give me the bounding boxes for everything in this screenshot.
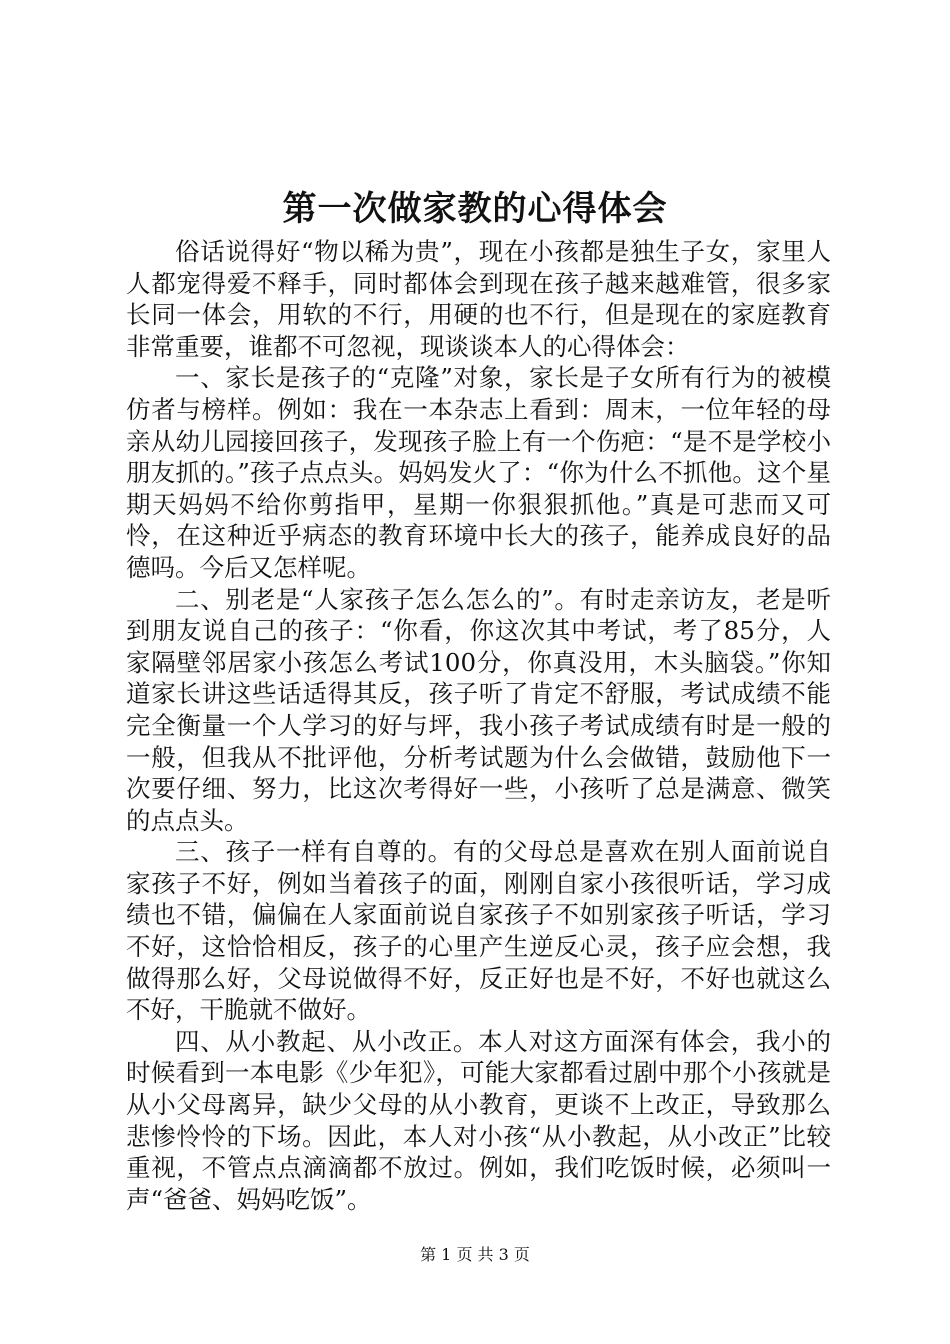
- paragraph-point-2: 二、别老是“人家孩子怎么怎么的”。有时走亲访友，老是听到朋友说自己的孩子：“你看，你这次其中考试，考了85分，人家隔壁邻居家小孩怎么考试100分，你真没用，木头脑袋。”你知道家长讲这些话适得其反，孩子听了肯定不舒服，考试成绩不能完全衡量一个人学习的好与坪，我小孩子考试成绩有时是一般的一般，但我从不批评他，分析考试题为什么会做错，鼓励他下一次要仔细、努力，比这次考得好一些，小孩听了总是满意、微笑的点点头。: [126, 584, 831, 835]
- paragraph-intro: 俗话说得好“物以稀为贵”，现在小孩都是独生子女，家里人人都宠得爱不释手，同时都体会到现在孩子越来越难管，很多家长同一体会，用软的不行，用硬的也不行，但是现在的家庭教育非常重要，谁都不可忽视，现谈谈本人的心得体会：: [126, 237, 831, 361]
- paragraph-point-4: 四、从小教起、从小改正。本人对这方面深有体会，我小的时候看到一本电影《少年犯》，可能大家都看过剧中那个小孩就是从小父母离异，缺少父母的从小教育，更谈不上改正，导致那么悲惨怜怜的下场。因此，本人对小孩“从小教起，从小改正”比较重视，不管点点滴滴都不放过。例如，我们吃饭时候，必须叫一声“爸爸、妈妈吃饭”。: [126, 1026, 831, 1214]
- paragraph-point-1: 一、家长是孩子的“克隆”对象，家长是子女所有行为的被模仿者与榜样。例如：我在一本杂志上看到：周末，一位年轻的母亲从幼儿园接回孩子，发现孩子脸上有一个伤疤：“是不是学校小朋友抓的。”孩子点点头。妈妈发火了：“你为什么不抓他。这个星期天妈妈不给你剪指甲，星期一你狠狠抓他。”真是可悲而又可怜，在这种近乎病态的教育环境中长大的孩子，能养成良好的品德吗。今后又怎样呢。: [126, 363, 831, 582]
- paragraph-point-3: 三、孩子一样有自尊的。有的父母总是喜欢在别人面前说自家孩子不好，例如当着孩子的面，刚刚自家小孩很听话，学习成绩也不错，偏偏在人家面前说自家孩子不如别家孩子听话，学习不好，这恰恰相反，孩子的心里产生逆反心灵，孩子应会想，我做得那么好，父母说做得不好，反正好也是不好，不好也就这么不好，干脆就不做好。: [126, 837, 831, 1025]
- document-body: [126, 236, 831, 1215]
- page-number-footer: 第 1 页 共 3 页: [420, 1245, 530, 1264]
- document-title: 第一次做家教的心得体会: [282, 189, 668, 229]
